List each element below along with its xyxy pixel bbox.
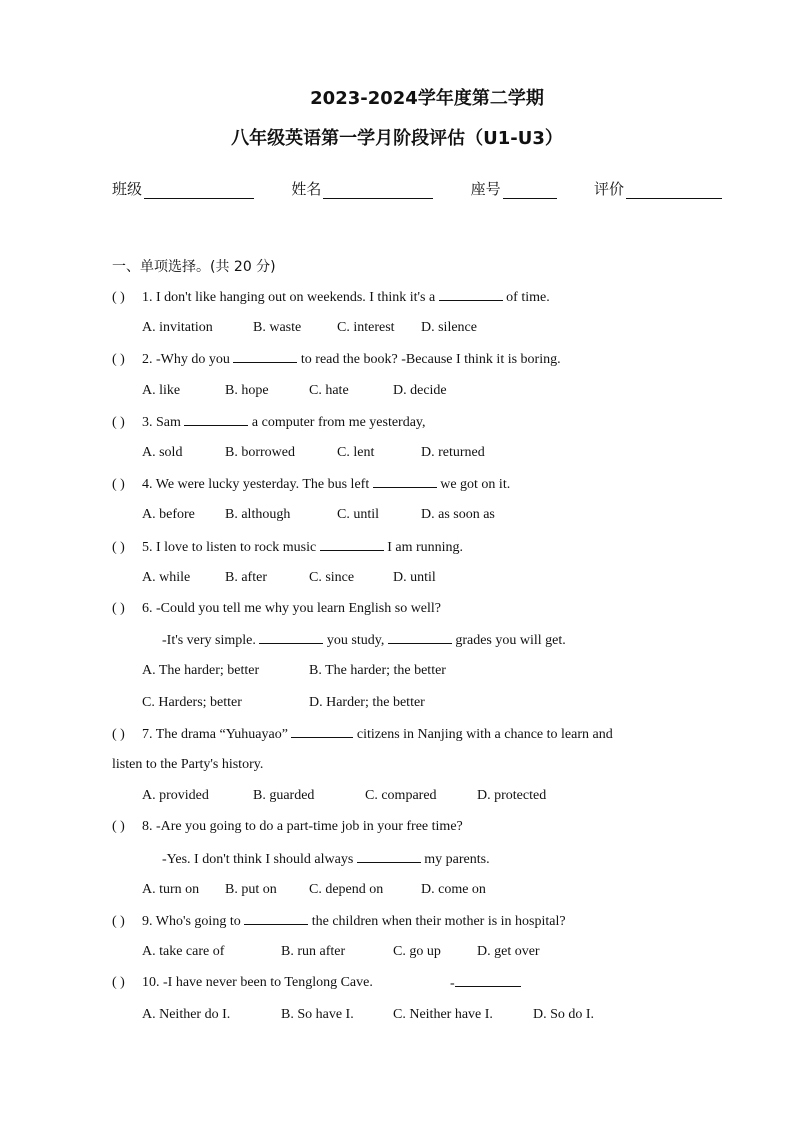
option-d: D. protected [477,788,547,803]
option-b: B. after [225,570,267,585]
option-c: C. since [309,570,355,585]
question-stem: -Yes. I don't think I should always [162,852,354,867]
answer-paren[interactable]: ( ) [112,727,125,742]
question-stem-end: the children when their mother is in hospital? [311,914,566,929]
answer-blank [439,288,503,301]
answer-blank [184,413,248,426]
class-blank[interactable] [144,182,254,199]
question-5 [112,538,463,557]
option-a: A. invitation [142,320,213,335]
name-label: 姓名 [291,180,322,198]
question-stem: 3. Sam [142,415,181,430]
question-1 [112,288,550,307]
option-b: B. although [225,507,291,522]
option-d: D. silence [421,320,477,335]
option-c: C. interest [337,320,395,335]
option-d: D. returned [421,445,485,460]
answer-paren[interactable]: ( ) [112,477,125,492]
question-4 [112,475,510,494]
question-9 [112,912,566,931]
question-8-line2 [162,850,490,869]
question-10 [112,974,373,992]
option-a: A. turn on [142,882,200,897]
question-10-response [450,974,521,993]
name-blank[interactable] [323,182,433,199]
option-d: D. decide [393,383,447,398]
question-7 [112,725,613,744]
option-a: A. sold [142,445,183,460]
answer-blank [373,475,437,488]
answer-blank [233,350,297,363]
eval-field [594,178,722,199]
answer-blank [244,912,308,925]
option-c: C. compared [365,788,437,803]
option-c: C. hate [309,383,349,398]
answer-blank [357,850,421,863]
answer-blank [320,538,384,551]
option-d: D. get over [477,944,540,959]
answer-paren[interactable]: ( ) [112,540,125,555]
answer-paren[interactable]: ( ) [112,819,125,834]
question-stem: -It's very simple. [162,633,256,648]
option-a: A. before [142,507,195,522]
class-label: 班级 [112,180,143,198]
option-b: B. put on [225,882,277,897]
option-c: C. Harders; better [142,695,242,710]
option-c: C. depend on [309,882,384,897]
answer-paren[interactable]: ( ) [112,352,125,367]
question-stem-end: grades you will get. [455,633,566,648]
seat-label: 座号 [470,180,501,198]
question-3 [112,413,426,432]
question-6-line2 [162,631,566,650]
section-title: 一、单项选择。(共 20 分) [112,259,276,275]
answer-blank [259,631,323,644]
semester-title: 2023-2024学年度第二学期 [310,88,544,109]
question-stem: 8. -Are you going to do a part-time job in your free time? [142,819,463,834]
option-a: A. while [142,570,191,585]
question-stem: 10. -I have never been to Tenglong Cave. [142,975,373,990]
option-a: A. Neither do I. [142,1007,231,1022]
option-d: D. Harder; the better [309,695,425,710]
option-c: C. lent [337,445,375,460]
eval-blank[interactable] [626,182,722,199]
option-b: B. hope [225,383,269,398]
question-stem-end: of time. [506,290,550,305]
option-b: B. So have I. [281,1007,354,1022]
answer-paren[interactable]: ( ) [112,601,125,616]
answer-paren[interactable]: ( ) [112,415,125,430]
option-d: D. So do I. [533,1007,595,1022]
answer-blank [455,974,521,987]
question-stem: 1. I don't like hanging out on weekends. I think it's a [142,290,436,305]
class-field [112,178,254,199]
name-field [291,178,433,199]
seat-field [471,178,557,199]
eval-label: 评价 [593,180,624,198]
answer-paren[interactable]: ( ) [112,290,125,305]
option-b: B. The harder; the better [309,663,446,678]
student-info-line [112,178,722,199]
option-c: C. go up [393,944,441,959]
exam-title: 八年级英语第一学月阶段评估（U1-U3） [231,128,563,149]
option-a: A. take care of [142,944,225,959]
question-stem-end: we got on it. [440,477,511,492]
option-d: D. as soon as [421,507,495,522]
question-stem-end: a computer from me yesterday, [251,415,426,430]
response-dash: - [450,976,455,991]
question-stem-end: I am running. [387,540,464,555]
question-stem: 6. -Could you tell me why you learn English so well? [142,601,442,616]
option-d: D. until [393,570,436,585]
answer-blank [291,725,353,738]
question-7-line2: listen to the Party's history. [112,757,264,772]
question-8 [112,818,463,836]
question-stem: 9. Who's going to [142,914,241,929]
question-stem: 7. The drama “Yuhuayao” [142,727,288,742]
question-stem: 5. I love to listen to rock music [142,540,317,555]
question-stem: 2. -Why do you [142,352,230,367]
question-stem: 4. We were lucky yesterday. The bus left [142,477,370,492]
option-a: A. The harder; better [142,663,260,678]
question-stem-end: citizens in Nanjing with a chance to learn and [356,727,613,742]
answer-paren[interactable]: ( ) [112,914,125,929]
option-b: B. waste [253,320,302,335]
option-c: C. until [337,507,380,522]
answer-paren[interactable]: ( ) [112,975,125,990]
option-b: B. borrowed [225,445,295,460]
question-6 [112,600,441,618]
option-a: A. provided [142,788,209,803]
option-b: B. run after [281,944,346,959]
question-stem-end: to read the book? -Because I think it is boring. [300,352,561,367]
option-b: B. guarded [253,788,315,803]
question-2 [112,350,561,369]
option-d: D. come on [421,882,486,897]
option-a: A. like [142,383,181,398]
answer-blank [388,631,452,644]
question-stem-end: my parents. [424,852,490,867]
option-c: C. Neither have I. [393,1007,493,1022]
question-stem-mid: you study, [326,633,385,648]
seat-blank[interactable] [503,182,557,199]
